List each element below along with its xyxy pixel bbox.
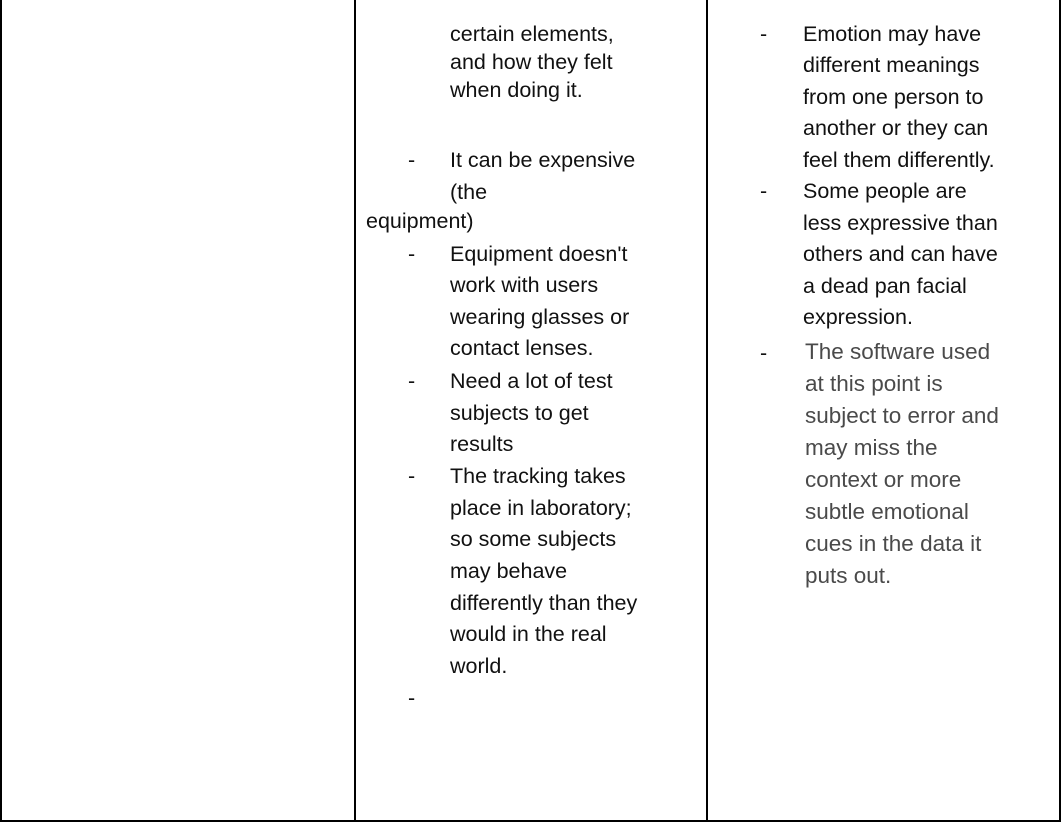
bullet-line: The software used: [805, 339, 991, 364]
bullet-line: another or they can: [803, 116, 989, 140]
bullet-line: The tracking takes: [450, 464, 626, 488]
intro-line: certain elements,: [450, 22, 614, 46]
bullet-line: (the: [450, 180, 488, 204]
bullet-line: others and can have: [803, 242, 998, 266]
bullet-line: context or more: [805, 467, 962, 492]
bullet-line: world.: [450, 654, 508, 678]
intro-line: and how they felt: [450, 50, 613, 74]
bullet-line: Emotion may have: [803, 22, 982, 46]
bullet-line: work with users: [450, 273, 599, 297]
bullet-line: puts out.: [805, 563, 892, 588]
bullet-dash: -: [408, 369, 416, 393]
bullet-line: contact lenses.: [450, 336, 594, 360]
bullet-line: expression.: [803, 305, 913, 329]
bullet-line: cues in the data it: [805, 531, 982, 556]
bullet-line: so some subjects: [450, 527, 617, 551]
bullet-dash: -: [408, 686, 416, 710]
bullet-line: different meanings: [803, 53, 980, 77]
bullet-line: feel them differently.: [803, 148, 995, 172]
bullet-line: It can be expensive: [450, 148, 636, 172]
bullet-dash: -: [408, 242, 416, 266]
bullet-line: Need a lot of test: [450, 369, 613, 393]
bullet-dash: -: [760, 341, 768, 365]
bullet-line: subjects to get: [450, 401, 589, 425]
bullet-line: results: [450, 432, 514, 456]
overflow-line: equipment): [366, 209, 474, 233]
bullet-line: place in laboratory;: [450, 496, 632, 520]
bullet-line: Some people are: [803, 179, 967, 203]
bullet-line: would in the real: [450, 622, 607, 646]
bullet-line: less expressive than: [803, 211, 998, 235]
intro-line: when doing it.: [450, 78, 583, 102]
bullet-dash: -: [408, 148, 416, 172]
bullet-line: from one person to: [803, 85, 984, 109]
bullet-dash: -: [760, 179, 768, 203]
bullet-dash: -: [760, 22, 768, 46]
bullet-line: subject to error and: [805, 403, 999, 428]
bullet-line: at this point is: [805, 371, 943, 396]
bullet-line: differently than they: [450, 591, 638, 615]
column-divider-2: [706, 0, 708, 822]
bullet-line: may miss the: [805, 435, 938, 460]
bullet-line: Equipment doesn't: [450, 242, 628, 266]
bullet-line: a dead pan facial: [803, 274, 967, 298]
bullet-line: may behave: [450, 559, 568, 583]
column-divider-1: [354, 0, 356, 822]
bullet-dash: -: [408, 464, 416, 488]
bullet-line: subtle emotional: [805, 499, 969, 524]
bullet-line: wearing glasses or: [450, 305, 630, 329]
